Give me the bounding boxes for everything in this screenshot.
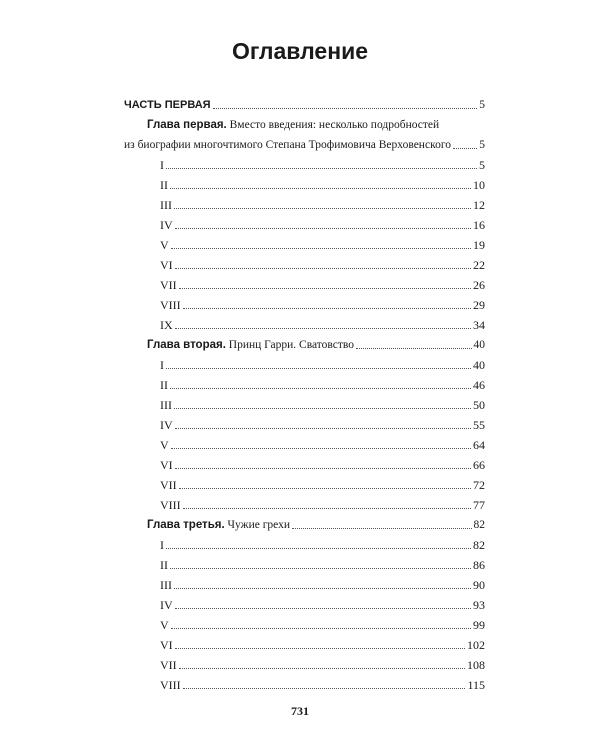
chapter-label: Глава третья. <box>147 519 225 531</box>
page-ref: 82 <box>473 519 485 531</box>
chapter-label: Глава вторая. <box>147 339 226 351</box>
toc-section: III 50 <box>160 398 485 412</box>
part-label: ЧАСТЬ ПЕРВАЯ <box>124 99 211 111</box>
leader-dots <box>213 108 478 109</box>
toc-section: VI 102 <box>160 638 485 652</box>
page-ref: 5 <box>479 139 485 151</box>
toc-section: VII 72 <box>160 478 485 492</box>
toc-section: VI 22 <box>160 258 485 272</box>
toc-section: V 64 <box>160 438 485 452</box>
chapter-label: Глава первая. <box>147 119 227 131</box>
toc-chapter-1-cont <box>124 132 485 152</box>
chapter-title: Принц Гарри. Сватовство <box>228 339 355 351</box>
toc-part-1 <box>124 92 485 112</box>
page-ref: 40 <box>473 339 485 351</box>
toc-section: VIII 29 <box>160 298 485 312</box>
toc-section: IV 55 <box>160 418 485 432</box>
toc-chapter-3 <box>147 512 485 532</box>
toc-section: II 46 <box>160 378 485 392</box>
toc-chapter-2 <box>147 332 485 352</box>
toc-section: V 99 <box>160 618 485 632</box>
leader-dots <box>356 348 471 349</box>
toc-section: III 12 <box>160 198 485 212</box>
leader-dots <box>292 528 471 529</box>
toc-section: IV 16 <box>160 218 485 232</box>
toc-section: I 5 <box>160 158 485 172</box>
toc-section: VII 26 <box>160 278 485 292</box>
toc-section: III 90 <box>160 578 485 592</box>
toc-section: II 10 <box>160 178 485 192</box>
toc-section: VII 108 <box>160 658 485 672</box>
toc-section: V 19 <box>160 238 485 252</box>
leader-dots <box>453 148 477 149</box>
toc-chapter-1 <box>147 112 485 132</box>
chapter-title: Вместо введения: несколько подробностей <box>229 119 440 131</box>
page-title: Оглавление <box>231 38 369 64</box>
page-ref: 5 <box>479 99 485 111</box>
toc-section: VI 66 <box>160 458 485 472</box>
page-number: 731 <box>291 704 309 718</box>
toc-section: I 40 <box>160 358 485 372</box>
toc-section: IX 34 <box>160 318 485 332</box>
chapter-title: Чужие грехи <box>227 519 291 531</box>
toc-section: VIII 115 <box>160 678 485 692</box>
chapter-title-cont: из биографии многочтимого Степана Трофимовича Верховенского <box>124 139 451 151</box>
toc-section: II 86 <box>160 558 485 572</box>
toc-section: IV 93 <box>160 598 485 612</box>
toc-section: VIII 77 <box>160 498 485 512</box>
toc-section: I 82 <box>160 538 485 552</box>
